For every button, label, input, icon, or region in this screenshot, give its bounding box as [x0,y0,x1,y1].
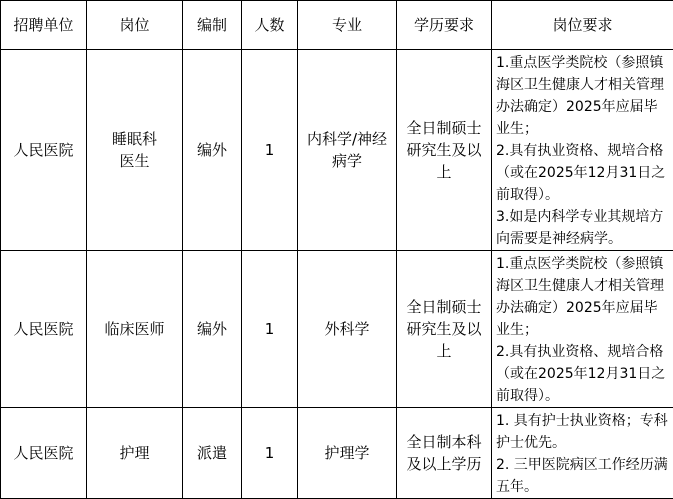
count-text: 1 [242,139,297,161]
cell-staffing [183,50,242,251]
header-unit: 招聘单位 [1,1,87,50]
requirement-line: 2.具有执业资格、规培合格（或在2025年12月31日之前取得）。 [496,341,670,407]
education-text: 全日制硕士研究生及以上 [397,296,491,362]
education-text: 全日制本科及以上学历 [397,431,491,475]
cell-unit [1,50,87,251]
cell-count [242,408,298,499]
cell-unit [1,251,87,408]
requirement-line: 2.具有执业资格、规培合格（或在2025年12月31日之前取得）。 [496,140,670,206]
unit-text: 人民医院 [1,442,86,464]
cell-education [397,251,492,408]
cell-position [87,251,183,408]
header-row [1,1,673,50]
header-requirements: 岗位要求 [492,1,673,50]
major-text: 内科学/神经病学 [298,128,396,172]
cell-major [298,50,397,251]
count-text: 1 [242,442,297,464]
cell-count [242,251,298,408]
cell-major [298,251,397,408]
requirement-line: 2. 三甲医院病区工作经历满五年。 [496,454,670,498]
requirement-line: 1.重点医学类院校（参照镇海区卫生健康人才相关管理办法确定）2025年应届毕业生； [496,52,670,140]
header-count: 人数 [242,1,298,50]
cell-major [298,408,397,499]
table-row [1,251,673,408]
cell-count [242,50,298,251]
staffing-text: 编外 [183,139,241,161]
requirement-line: 3.如是内科学专业其规培方向需要是神经病学。 [496,206,670,250]
cell-staffing [183,408,242,499]
requirement-line: 1.重点医学类院校（参照镇海区卫生健康人才相关管理办法确定）2025年应届毕业生； [496,253,670,341]
header-position: 岗位 [87,1,183,50]
count-text: 1 [242,318,297,340]
cell-position [87,50,183,251]
unit-text: 人民医院 [1,139,86,161]
table-row [1,408,673,499]
table-row [1,50,673,251]
staffing-text: 派遣 [183,442,241,464]
cell-unit [1,408,87,499]
major-text: 护理学 [298,442,396,464]
cell-requirements [492,251,673,408]
unit-text: 人民医院 [1,318,86,340]
education-text: 全日制硕士研究生及以上 [397,117,491,183]
cell-education [397,50,492,251]
header-staffing: 编制 [183,1,242,50]
cell-position [87,408,183,499]
major-text: 外科学 [298,318,396,340]
header-education: 学历要求 [397,1,492,50]
header-major: 专业 [298,1,397,50]
cell-requirements [492,408,673,499]
position-text: 睡眠科医生 [87,128,182,172]
staffing-text: 编外 [183,318,241,340]
position-text: 临床医师 [87,318,182,340]
cell-requirements [492,50,673,251]
requirement-line: 1. 具有护士执业资格；专科护士优先。 [496,410,670,454]
cell-staffing [183,251,242,408]
cell-education [397,408,492,499]
position-text: 护理 [87,442,182,464]
